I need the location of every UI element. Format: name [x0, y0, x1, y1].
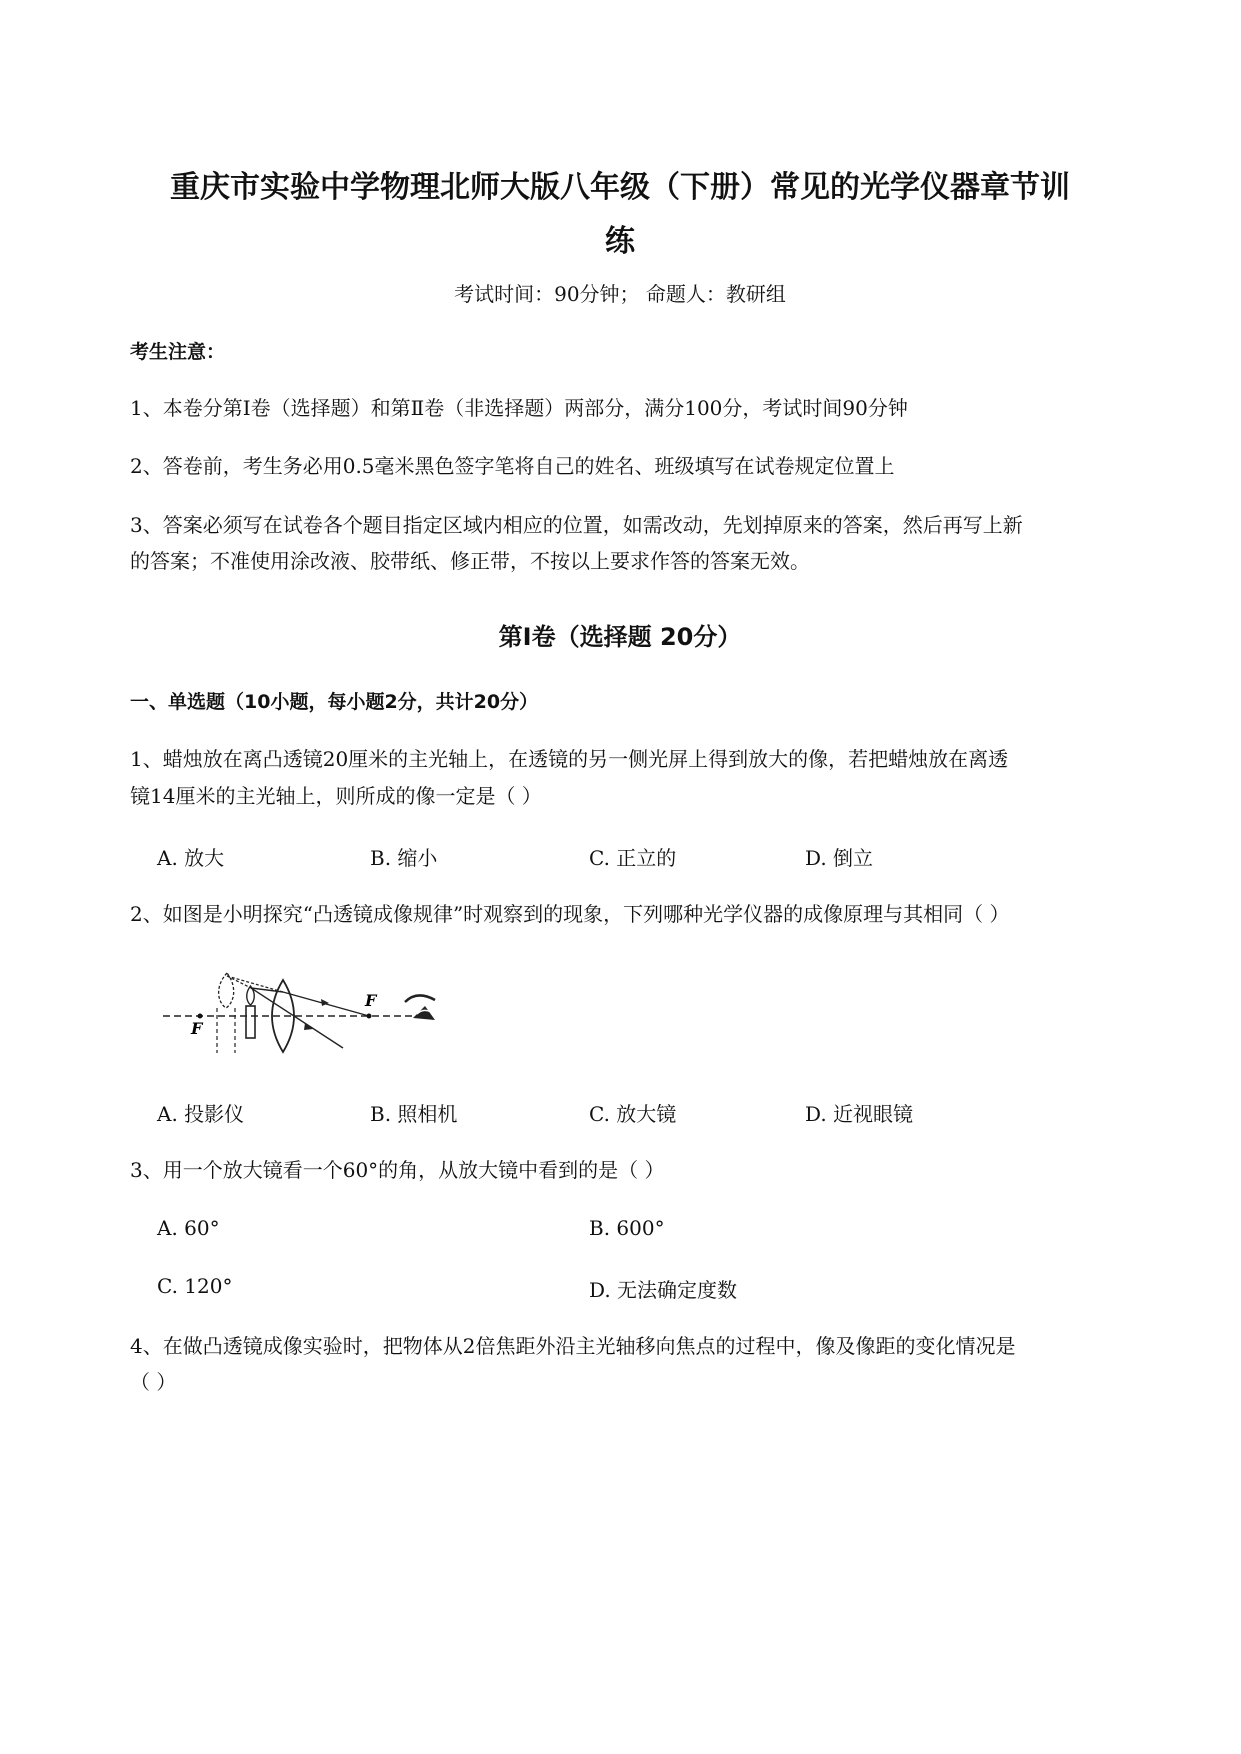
question-1-option-a[interactable]: A. 放大: [157, 846, 225, 870]
question-1-line2: 镜14厘米的主光轴上，则所成的像一定是（ ）: [130, 784, 542, 808]
candle-icon: [246, 1006, 255, 1038]
notice-heading: 考生注意：: [130, 341, 226, 363]
question-4-line1: 4、在做凸透镜成像实验时，把物体从2倍焦距外沿主光轴移向焦点的过程中，像及像距的变化情况是: [130, 1334, 1016, 1358]
question-3-line1: 3、用一个放大镜看一个60°的角，从放大镜中看到的是（ ）: [130, 1158, 665, 1182]
notice-item: 的答案；不准使用涂改液、胶带纸、修正带，不按以上要求作答的答案无效。: [130, 549, 810, 573]
virtual-image-flame: [219, 973, 234, 1008]
question-3-option-d[interactable]: D. 无法确定度数: [589, 1278, 738, 1302]
virtual-ray: [227, 976, 283, 992]
exam-title-line1: 重庆市实验中学物理北师大版八年级（下册）常见的光学仪器章节训: [170, 170, 1070, 205]
notice-item: 1、本卷分第Ⅰ卷（选择题）和第Ⅱ卷（非选择题）两部分，满分100分，考试时间90分钟: [130, 396, 908, 420]
question-4-line2: （ ）: [130, 1370, 177, 1394]
part-title: 第Ⅰ卷（选择题 20分）: [498, 623, 742, 651]
focal-label-left: F: [191, 1019, 203, 1038]
center-ray: [251, 988, 343, 1048]
eyebrow-shape: [405, 995, 435, 1002]
question-1-option-d[interactable]: D. 倒立: [805, 846, 874, 870]
section-heading: 一、单选题（10小题，每小题2分，共计20分）: [130, 691, 539, 713]
question-2-option-a[interactable]: A. 投影仪: [157, 1102, 245, 1126]
question-1-option-c[interactable]: C. 正立的: [589, 846, 677, 870]
question-2-option-b[interactable]: B. 照相机: [370, 1102, 458, 1126]
notice-item: 2、答卷前，考生务必用0.5毫米黑色签字笔将自己的姓名、班级填写在试卷规定位置上: [130, 454, 895, 478]
notice-item: 3、答案必须写在试卷各个题目指定区域内相应的位置，如需改动，先划掉原来的答案，然后再写上新: [130, 513, 1023, 537]
question-2-option-d[interactable]: D. 近视眼镜: [805, 1102, 914, 1126]
focal-point-right: [367, 1014, 372, 1019]
question-2-option-c[interactable]: C. 放大镜: [589, 1102, 677, 1126]
question-2-line1: 2、如图是小明探究“凸透镜成像规律”时观察到的现象，下列哪种光学仪器的成像原理与其相同（ ）: [130, 902, 1010, 926]
convex-lens-figure: [155, 968, 455, 1058]
focal-point-left: [198, 1014, 203, 1019]
question-3-option-c[interactable]: C. 120°: [157, 1274, 233, 1298]
focal-label-right: F: [365, 991, 377, 1010]
eye-icon: [413, 1006, 435, 1020]
exam-subtitle: 考试时间：90分钟； 命题人：教研组: [454, 282, 786, 306]
question-1-line1: 1、蜡烛放在离凸透镜20厘米的主光轴上，在透镜的另一侧光屏上得到放大的像，若把蜡烛放在离透: [130, 747, 1009, 771]
question-3-option-b[interactable]: B. 600°: [589, 1216, 665, 1240]
question-1-option-b[interactable]: B. 缩小: [370, 846, 438, 870]
ray-arrow-icon: [304, 1023, 313, 1030]
question-3-option-a[interactable]: A. 60°: [157, 1216, 220, 1240]
exam-title-line2: 练: [605, 224, 635, 259]
